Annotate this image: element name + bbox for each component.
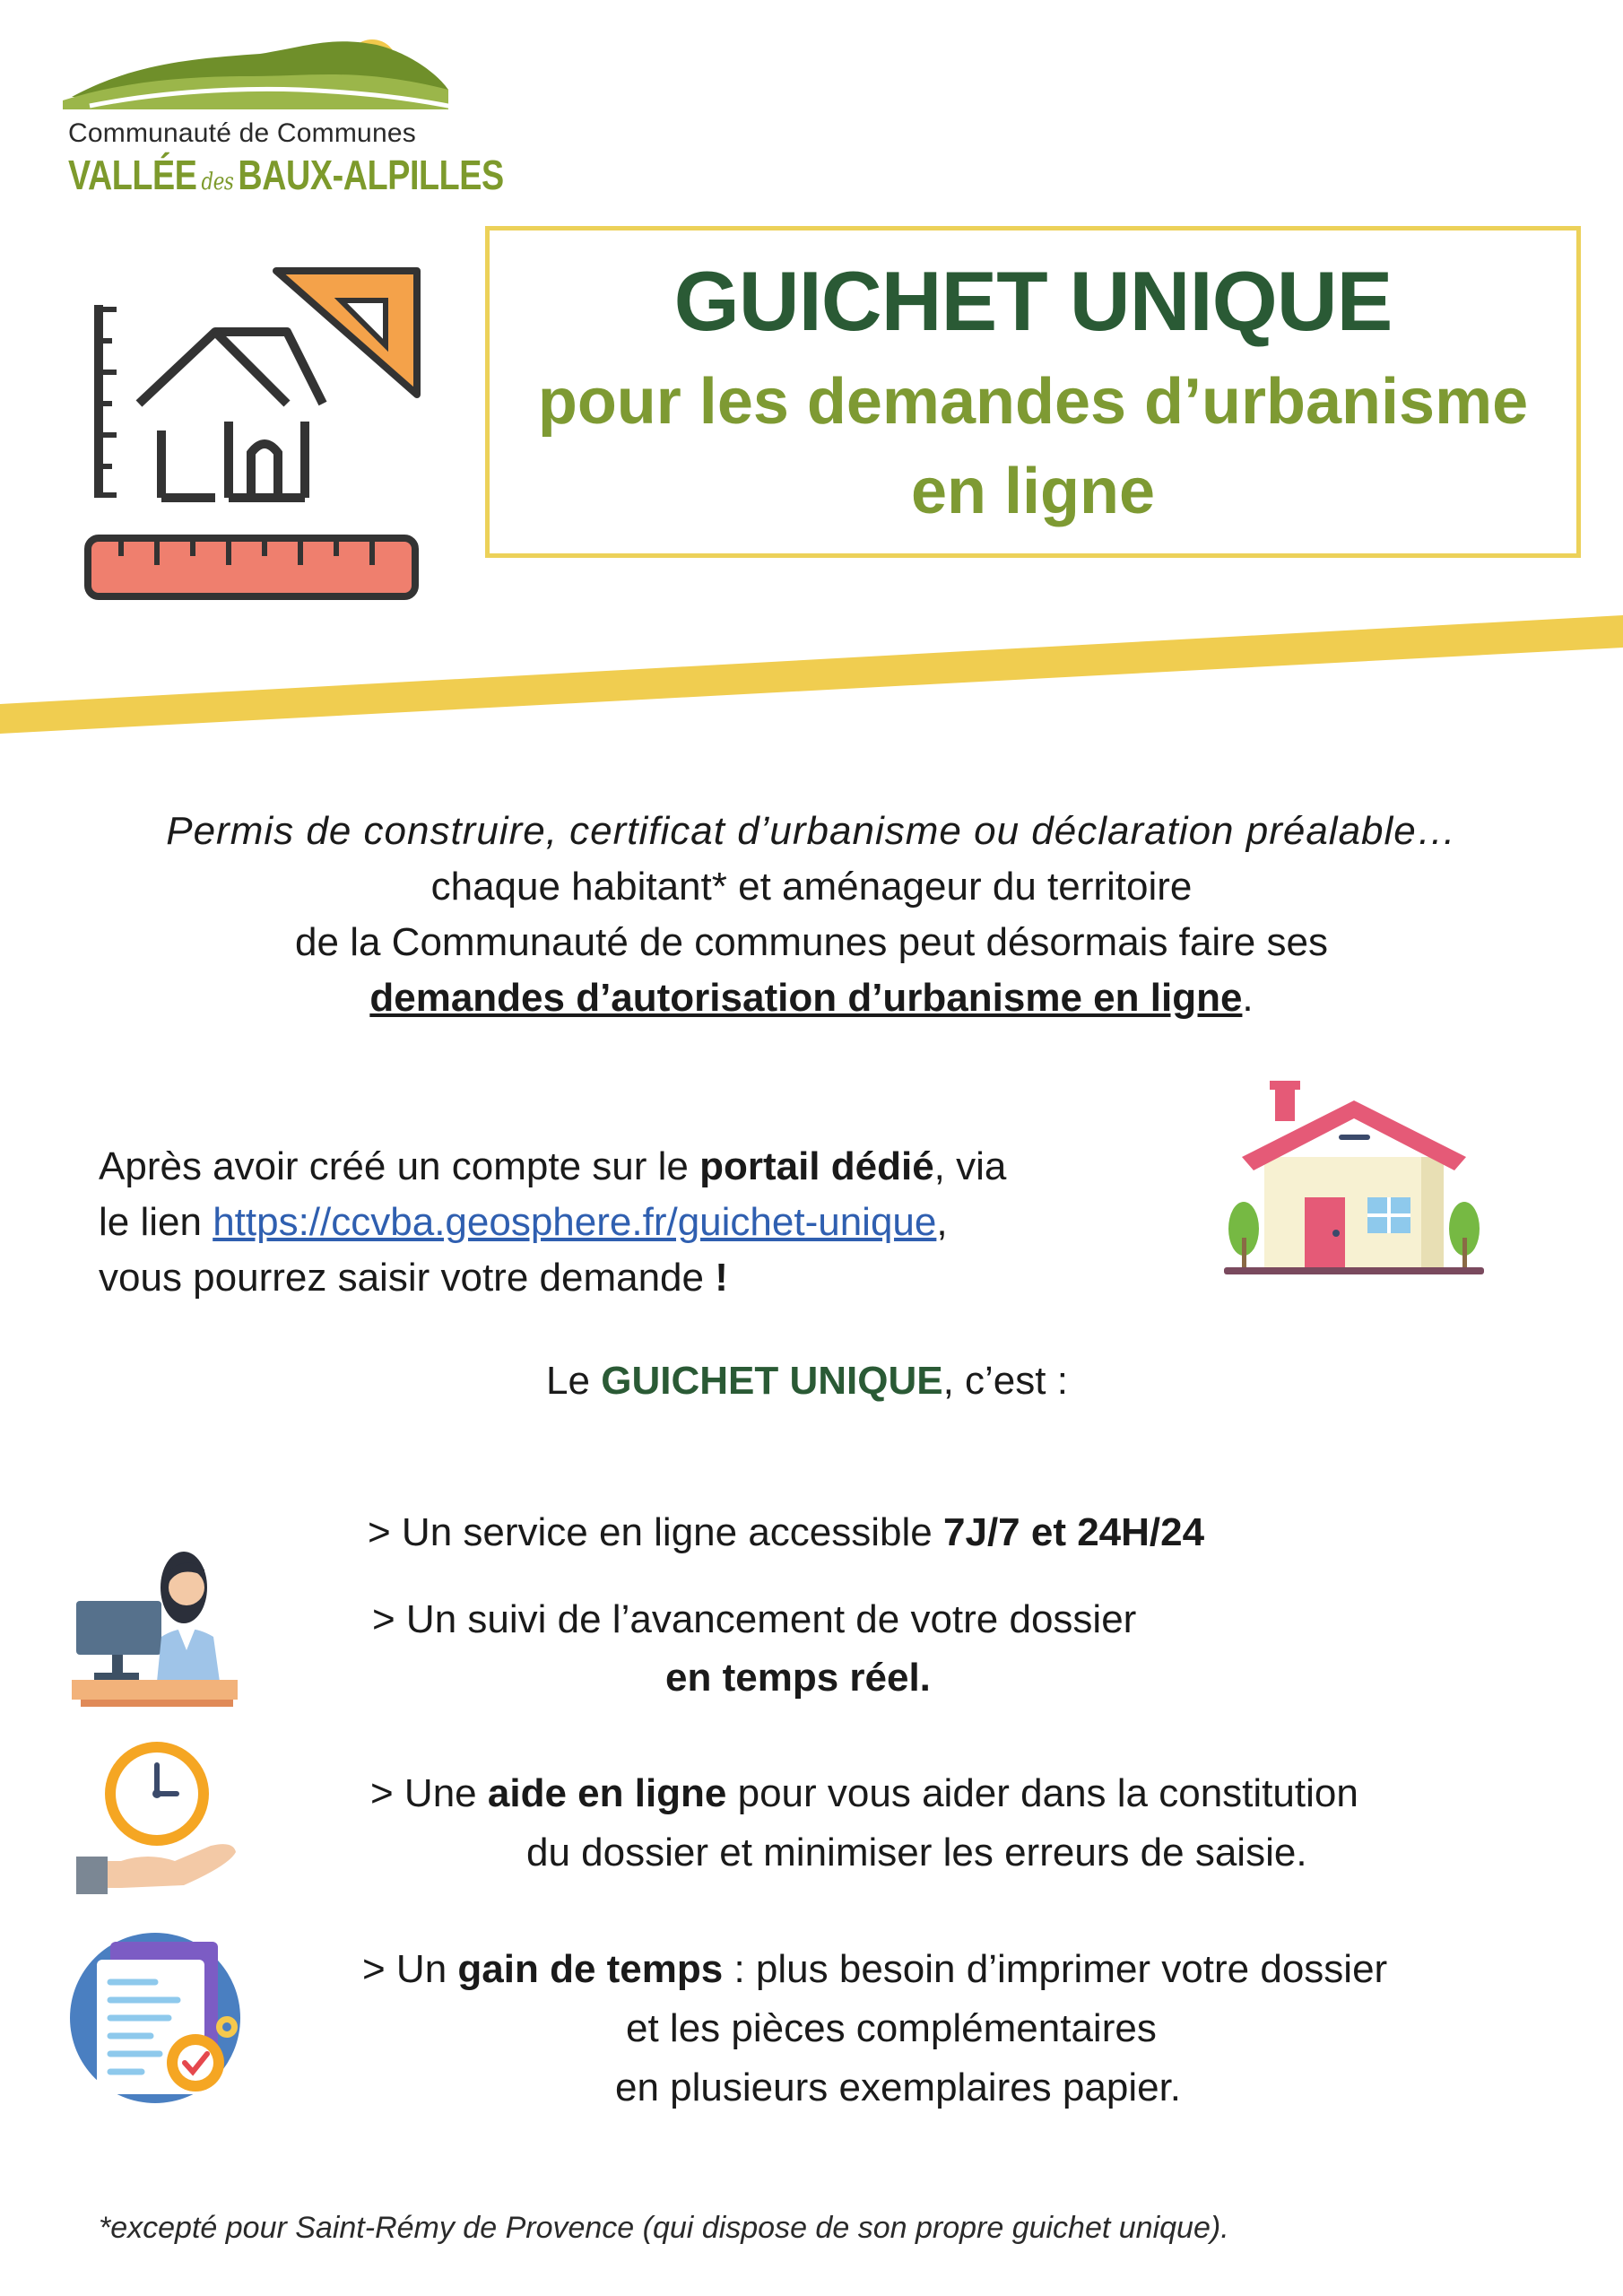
bullet-text: > Un: [362, 1947, 458, 1991]
guichet-heading: [359, 1359, 1255, 1404]
logo-text-baux: BAUX-ALPILLES: [238, 152, 504, 198]
bullet-suivi-line1: > Un suivi de l’avancement de votre dossier: [372, 1597, 1137, 1641]
logo-text-line1: Communauté de Communes: [68, 118, 416, 148]
guichet-post: , c’est :: [942, 1359, 1068, 1403]
community-logo-icon: [63, 27, 457, 117]
portal-line2: [99, 1195, 1175, 1250]
guichet-unique-link[interactable]: https://ccvba.geosphere.fr/guichet-unique: [213, 1200, 937, 1244]
bullet-strong: 7J/7 et 24H/24: [943, 1510, 1205, 1554]
bullet-text: : plus besoin d’imprimer votre dossier: [723, 1947, 1388, 1991]
bullet-gain-line2: et les pièces complémentaires: [626, 2006, 1157, 2050]
bullet-service-24-7: [368, 1503, 1204, 1562]
intro-line4: [90, 970, 1533, 1026]
documents-gear-icon: [70, 1928, 249, 2108]
house-with-trees-icon: [1219, 1081, 1488, 1283]
portal-text: vous pourrez saisir votre demande: [99, 1256, 716, 1300]
portal-text: le lien: [99, 1200, 213, 1244]
guichet-pre: Le: [546, 1359, 602, 1403]
intro-line2: chaque habitant* et aménageur du territoire: [430, 865, 1193, 909]
woman-at-computer-icon: [72, 1538, 242, 1709]
intro-line4-end: .: [1242, 976, 1254, 1020]
bullet-strong: gain de temps: [457, 1947, 724, 1991]
portal-exclamation: !: [715, 1256, 728, 1300]
bullet-text: > Une: [370, 1771, 488, 1815]
bullet-gain-line1: [362, 1940, 1387, 1999]
intro-highlight: demandes d’autorisation d’urbanisme en ligne: [369, 976, 1243, 1020]
bullet-text: pour vous aider dans la constitution: [726, 1771, 1358, 1815]
subtitle-line2: en ligne: [910, 456, 1156, 528]
title-box: [485, 226, 1581, 558]
logo-text-des: des: [201, 169, 234, 196]
portal-strong: portail dédié: [699, 1144, 934, 1188]
logo-text-line2: [68, 151, 504, 199]
yellow-divider-band: [0, 610, 1623, 753]
guichet-strong: GUICHET UNIQUE: [601, 1359, 943, 1403]
logo-text-vallee: VALLÉE: [68, 152, 197, 198]
bullet-aide-line1: [370, 1764, 1358, 1823]
portal-line3: [99, 1250, 1175, 1306]
page-subtitle: [490, 357, 1576, 538]
intro-line3: de la Communauté de communes peut désormais faire ses: [295, 920, 1328, 964]
footnote: *excepté pour Saint-Rémy de Provence (qui dispose de son propre guichet unique).: [99, 2211, 1229, 2245]
bullet-suivi-line2: en temps réel.: [665, 1656, 931, 1700]
intro-paragraph: [90, 804, 1533, 1026]
clock-in-hand-icon: [76, 1740, 242, 1901]
subtitle-line1: pour les demandes d’urbanisme: [537, 365, 1529, 438]
portal-text: Après avoir créé un compte sur le: [99, 1144, 700, 1188]
portal-text: , via: [933, 1144, 1007, 1188]
intro-line1: Permis de construire, certificat d’urbanisme ou déclaration préalable…: [166, 809, 1457, 853]
bullet-strong: aide en ligne: [487, 1771, 727, 1815]
house-blueprint-ruler-icon: [81, 260, 430, 610]
portal-line1: [99, 1139, 1175, 1195]
bullet-text: > Un service en ligne accessible: [368, 1510, 943, 1554]
portal-paragraph: [99, 1139, 1175, 1306]
bullet-aide-line2: du dossier et minimiser les erreurs de saisie.: [526, 1831, 1307, 1874]
page-title: GUICHET UNIQUE: [673, 254, 1393, 348]
bullet-gain-line3: en plusieurs exemplaires papier.: [615, 2066, 1182, 2109]
portal-text: ,: [936, 1200, 948, 1244]
